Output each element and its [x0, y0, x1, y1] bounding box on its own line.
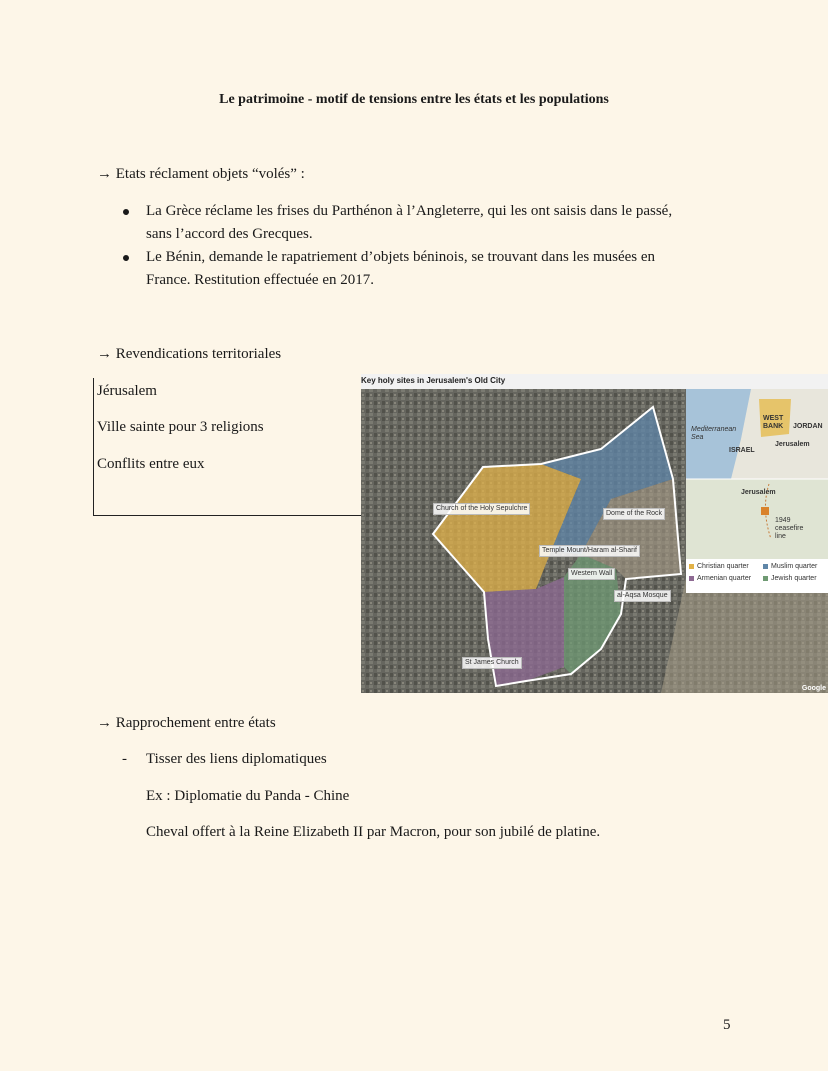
inset-label-west-bank: WEST BANK: [763, 415, 784, 430]
legend-jewish: Jewish quarter: [763, 574, 817, 583]
section-heading-rapprochement: → Rapprochement entre états: [97, 715, 276, 731]
bullet-2-line-2: France. Restitution effectuée en 2017.: [146, 272, 374, 288]
label-temple-mount: Temple Mount/Haram al-Sharif: [539, 545, 640, 557]
inset-label-jerusalem-zoom: Jerusalem: [741, 489, 776, 496]
satellite-map: [361, 389, 828, 693]
page-title: Le patrimoine - motif de tensions entre les états et les populations: [219, 92, 609, 107]
conflicts-text: Conflits entre eux: [97, 456, 205, 472]
label-holy-sepulchre: Church of the Holy Sepulchre: [433, 503, 530, 515]
inset-label-sea: Mediterranean Sea: [691, 426, 737, 441]
bracket-line-vertical: [93, 378, 94, 516]
inset-label-jordan: JORDAN: [793, 423, 823, 430]
holy-city-text: Ville sainte pour 3 religions: [97, 419, 264, 435]
armenian-quarter-area: [484, 577, 564, 686]
inset-label-jerusalem: Jerusalem: [775, 441, 810, 448]
bullet-2-line-1: Le Bénin, demande le rapatriement d’objets béninois, se trouvant dans les musées en: [146, 249, 656, 265]
bullet-1-line-2: sans l’accord des Grecques.: [146, 226, 313, 242]
legend-swatch-muslim: [763, 564, 768, 569]
bullet-icon: [123, 209, 129, 215]
section-heading-claims: → Etats réclament objets “volés” :: [97, 166, 305, 182]
legend-christian: Christian quarter: [689, 562, 749, 571]
old-city-marker: [761, 507, 769, 515]
legend-swatch-armenian: [689, 576, 694, 581]
section-heading-territorial: → Revendications territoriales: [97, 346, 282, 362]
label-st-james: St James Church: [462, 657, 522, 669]
label-al-aqsa: al-Aqsa Mosque: [614, 590, 671, 602]
example-horse: Cheval offert à la Reine Elizabeth II par Macron, pour son jubilé de platine.: [146, 824, 601, 840]
legend-swatch-christian: [689, 564, 694, 569]
page-number: 5: [723, 1017, 731, 1033]
bracket-line-horizontal: [93, 515, 361, 516]
legend-swatch-jewish: [763, 576, 768, 581]
label-dome-of-the-rock: Dome of the Rock: [603, 508, 665, 520]
jerusalem-map-figure: [361, 374, 828, 693]
example-panda: Ex : Diplomatie du Panda - Chine: [146, 788, 350, 804]
map-title: Key holy sites in Jerusalem's Old City: [361, 376, 506, 385]
label-western-wall: Western Wall: [568, 568, 615, 580]
dash-marker: -: [122, 751, 127, 767]
dash-item-diplomatic: Tisser des liens diplomatiques: [146, 751, 327, 767]
bullet-icon: [123, 255, 129, 261]
inset-label-ceasefire: 1949 ceasefire line: [775, 517, 804, 540]
jerusalem-text: Jérusalem: [97, 383, 157, 399]
map-credit: Google: [801, 685, 826, 692]
legend-muslim: Muslim quarter: [763, 562, 817, 571]
inset-label-israel: ISRAEL: [729, 447, 755, 454]
legend-armenian: Armenian quarter: [689, 574, 751, 583]
bullet-1-line-1: La Grèce réclame les frises du Parthénon à l’Angleterre, qui les ont saisis dans le passé,: [146, 203, 673, 219]
